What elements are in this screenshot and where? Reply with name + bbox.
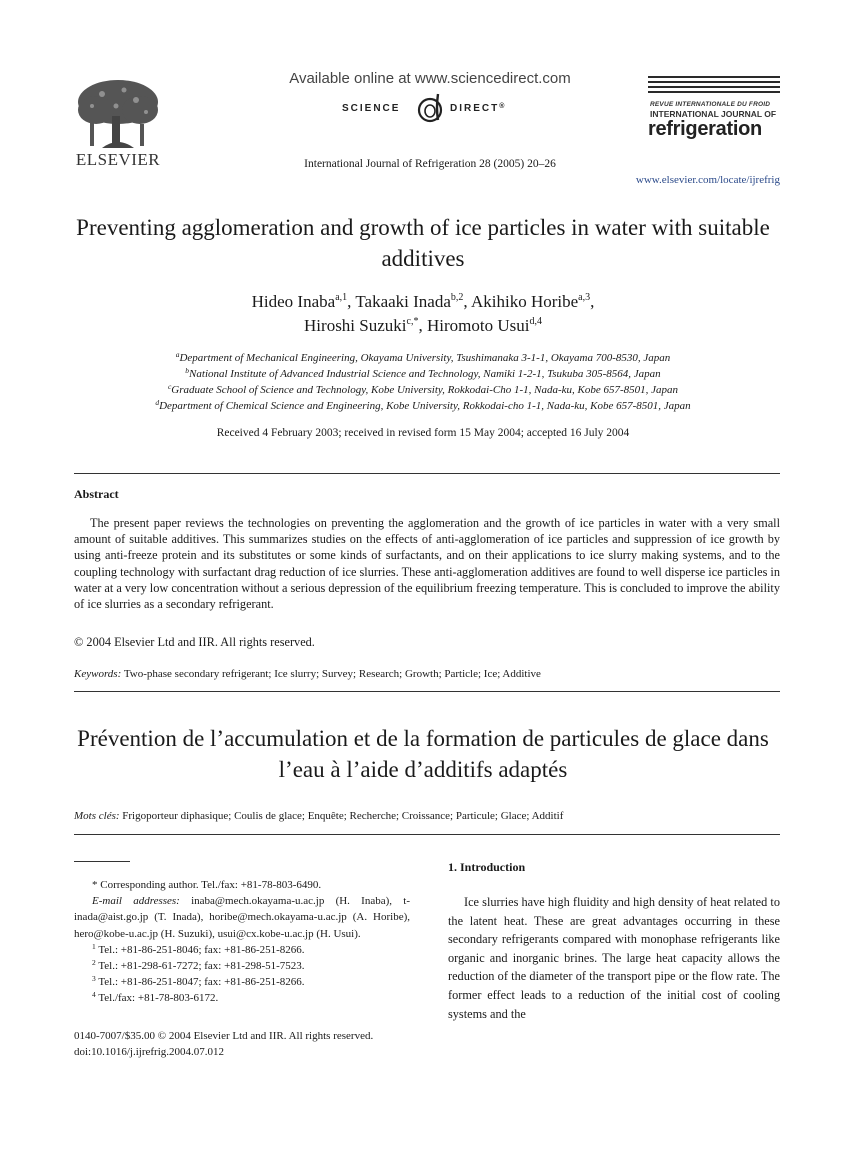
affiliation: $^b$National Institute of Advanced Industrial Science and Technology, Namiki 1-2-1, Tsukuba 305-8564, Japan — [185, 366, 661, 380]
doi-line[interactable]: doi:10.1016/j.ijrefrig.2004.07.012 — [74, 1046, 225, 1058]
mots-cles-label: Mots clés: — [74, 810, 120, 822]
sciencedirect-mark: ® — [499, 103, 507, 110]
divider — [74, 473, 780, 474]
mots-cles — [74, 810, 780, 822]
footnote-item: $^3$ Tel.: +81-86-251-8047; fax: +81-86-251-8266. — [92, 974, 305, 989]
sciencedirect-right-text: DIRECT — [450, 103, 500, 114]
author-sup: a,3 — [578, 292, 591, 303]
author-sup: c,* — [406, 316, 419, 327]
footnote-rule — [74, 861, 130, 862]
author-name[interactable]: Hiroshi Suzuki — [304, 316, 407, 335]
sciencedirect-right — [450, 103, 506, 114]
author-sup: a,1 — [335, 292, 348, 303]
affiliation: $^c$Graduate School of Science and Technology, Kobe University, Rokkodai-Cho 1-1, Nada-ku, Kobe 657-8501, Japan — [167, 382, 679, 396]
divider — [74, 691, 780, 692]
mots-cles-text: Frigoporteur diphasique; Coulis de glace; Enquête; Recherche; Croissance; Particule; Glace; Additif — [122, 810, 564, 822]
author-name[interactable]: Hideo Inaba — [251, 292, 336, 311]
sciencedirect-d-icon — [416, 90, 446, 124]
abstract-heading: Abstract — [74, 487, 119, 501]
introduction-text: Ice slurries have high fluidity and high density of heat related to the latent heat. These are great advantages occurring in these secondary refrigerants compared with monophase refrigerants like organic and inorganic brines. The large heat capacity allows the reduction of the diameter of the transport pipe or the flow rate. The former effect leads to a reduction of the initial cost of cooling systems and the — [448, 895, 780, 1021]
issn-line: 0140-7007/$35.00 © 2004 Elsevier Ltd and IIR. All rights reserved. — [74, 1030, 374, 1042]
abstract-copyright: © 2004 Elsevier Ltd and IIR. All rights reserved. — [74, 635, 315, 649]
author-name[interactable]: Hiromoto Usui — [426, 316, 530, 335]
affiliation: $^a$Department of Mechanical Engineering, Okayama University, Tsushimanaka 3-1-1, Okayama 700-8530, Japan — [175, 350, 671, 364]
elsevier-wordmark: ELSEVIER — [75, 150, 161, 169]
divider — [74, 834, 780, 835]
footnote-item: $^1$ Tel.: +81-86-251-8046; fax: +81-86-251-8266. — [92, 941, 305, 956]
affiliation: $^d$Department of Chemical Science and Engineering, Kobe University, Rokkodai-cho 1-1, Nada-ku, Kobe 657-8501, Japan — [155, 398, 691, 412]
footnote-corresponding: * Corresponding author. Tel./fax: +81-78-803-6490. — [92, 879, 322, 891]
available-online-text: Available online at www.sciencedirect.com — [289, 70, 571, 87]
introduction-heading: 1. Introduction — [448, 860, 526, 874]
abstract-text: The present paper reviews the technologies on preventing the agglomeration and the growth of ice particles in water with a very small amount of suitable additives. This summarizes studies on the effects of anti-agglomeration of ice particles and suppression of ice growth by using anti-freeze protein and its substitutes or some kinds of surfactants, and on their applications to ice slurry making systems, and to the coupling technology with surfactant drag reduction of ice slurries. These anti-agglomeration additives are found to well disperse ice particles in water at a very low concentration without a serious depression of the equilibrium freezing temperature. This is concluded to improve the ability of ice slurries as a secondary refrigerant. — [74, 516, 780, 612]
author-sup: b,2 — [450, 292, 464, 303]
footnote-item: $^4$ Tel./fax: +81-78-803-6172. — [92, 990, 219, 1005]
author-list-line-2: Hiroshi Suzuki$^{c,*}$, Hiromoto Usui$^{d,4}$ — [304, 316, 542, 335]
journal-url-link[interactable]: www.elsevier.com/locate/ijrefrig — [635, 174, 780, 186]
keywords-text: Two-phase secondary refrigerant; Ice slurry; Survey; Research; Growth; Particle; Ice; Additive — [123, 668, 541, 680]
journal-logo-international: INTERNATIONAL JOURNAL OF — [650, 109, 777, 119]
journal-logo-refrigeration: refrigeration — [648, 118, 762, 140]
footnote-emails — [74, 893, 410, 942]
journal-logo-revue: REVUE INTERNATIONALE DU FROID — [650, 101, 771, 108]
journal-citation: International Journal of Refrigeration 28 (2005) 20–26 — [304, 158, 556, 170]
footnotes — [74, 877, 410, 1007]
issn-block — [74, 1028, 373, 1060]
email-list[interactable]: inaba@mech.okayama-u.ac.jp (H. Inaba), t-inada@aist.go.jp (T. Inada), horibe@mech.okayama-u.ac.jp (A. Horibe), hero@kobe-u.ac.jp (H. Suzuki), usui@cx.kobe-u.ac.jp (H. Usui). — [74, 895, 410, 940]
author-name[interactable]: Takaaki Inada — [355, 292, 451, 311]
sciencedirect-left: SCIENCE — [342, 103, 401, 114]
keywords-label: Keywords: — [74, 668, 122, 680]
keywords — [74, 668, 780, 680]
article-title-french: Prévention de l’accumulation et de la formation de particules de glace dans l’eau à l’aide d’additifs adaptés — [77, 726, 769, 782]
email-label: E-mail addresses: — [92, 895, 180, 908]
footnote-item: $^2$ Tel.: +81-298-61-7272; fax: +81-298-51-7523. — [92, 958, 305, 973]
journal-logo-rules — [648, 76, 780, 96]
author-name[interactable]: Akihiko Horibe — [470, 292, 579, 311]
author-list-line-1: Hideo Inaba$^{a,1}$, Takaaki Inada$^{b,2}$, Akihiko Horibe$^{a,3}$, — [251, 292, 595, 311]
author-sup: d,4 — [529, 316, 542, 327]
received-dates: Received 4 February 2003; received in revised form 15 May 2004; accepted 16 July 2004 — [216, 427, 630, 439]
article-title: Preventing agglomeration and growth of ice particles in water with suitable additives — [76, 215, 770, 271]
